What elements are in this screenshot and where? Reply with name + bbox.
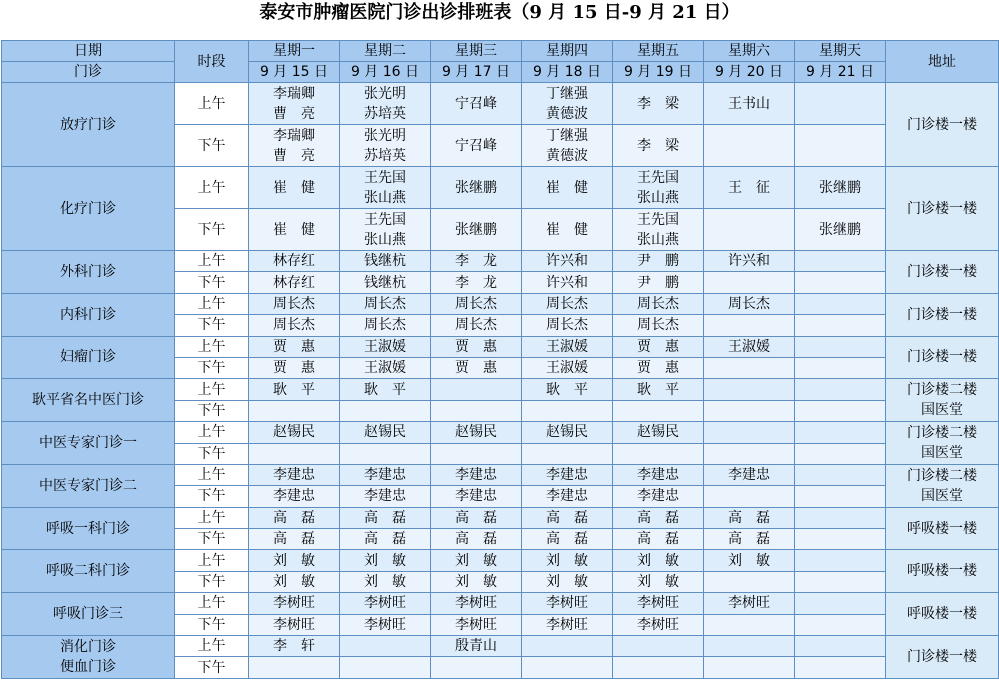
doctor-cell: 崔 健 <box>249 167 340 209</box>
doctor-cell: 王书山 <box>704 83 795 125</box>
slot-label: 上午 <box>175 251 249 272</box>
doctor-cell: 王 征 <box>704 167 795 209</box>
address-cell: 呼吸楼一楼 <box>886 550 999 593</box>
clinic-header: 门诊 <box>2 62 175 83</box>
slot-label: 上午 <box>175 507 249 528</box>
address-cell <box>886 379 999 422</box>
doctor-cell: 李建忠 <box>431 486 522 507</box>
doctor-cell: 殷青山 <box>431 636 522 657</box>
cell-line: 门诊楼二楼 <box>907 425 977 442</box>
doctor-cell: 刘 敏 <box>340 571 431 592</box>
doctor-cell: 王淑媛 <box>340 357 431 378</box>
slot-label: 下午 <box>175 209 249 251</box>
slot-label: 上午 <box>175 167 249 209</box>
doctor-cell <box>522 83 613 125</box>
doctor-cell <box>795 357 886 378</box>
doctor-cell: 高 磊 <box>613 529 704 550</box>
department-name: 呼吸二科门诊 <box>2 550 175 593</box>
doctor-cell: 周长杰 <box>249 293 340 314</box>
doctor-cell: 周长杰 <box>431 293 522 314</box>
doctor-cell: 周长杰 <box>522 293 613 314</box>
slot-label: 上午 <box>175 550 249 571</box>
date-cell: 9 月 19 日 <box>613 62 704 83</box>
doctor-cell: 高 磊 <box>522 529 613 550</box>
doctor-cell <box>704 636 795 657</box>
doctor-cell: 刘 敏 <box>249 571 340 592</box>
date-cell: 9 月 21 日 <box>795 62 886 83</box>
doctor-cell: 李 龙 <box>431 251 522 272</box>
doctor-cell: 贾 惠 <box>249 336 340 357</box>
doctor-cell <box>522 125 613 167</box>
doctor-cell <box>249 657 340 678</box>
doctor-cell <box>522 636 613 657</box>
doctor-cell <box>795 636 886 657</box>
doctor-cell: 崔 健 <box>249 209 340 251</box>
doctor-cell: 贾 惠 <box>431 336 522 357</box>
doctor-cell <box>340 443 431 464</box>
doctor-cell: 刘 敏 <box>431 571 522 592</box>
doctor-cell: 高 磊 <box>613 507 704 528</box>
weekday-header: 星期二 <box>340 41 431 62</box>
page-title: 泰安市肿瘤医院门诊出诊排班表（9 月 15 日-9 月 21 日） <box>259 2 740 23</box>
doctor-cell: 刘 敏 <box>522 571 613 592</box>
table-row <box>2 251 999 272</box>
weekday-header: 星期六 <box>704 41 795 62</box>
doctor-cell: 尹 鹏 <box>613 251 704 272</box>
doctor-cell: 李建忠 <box>613 486 704 507</box>
cell-line: 门诊楼二楼 <box>907 382 977 399</box>
doctor-cell <box>795 400 886 421</box>
department-name: 妇瘤门诊 <box>2 336 175 379</box>
doctor-cell: 林存红 <box>249 251 340 272</box>
doctor-cell: 周长杰 <box>431 315 522 336</box>
doctor-cell: 赵锡民 <box>522 422 613 443</box>
weekday-header: 星期一 <box>249 41 340 62</box>
doctor-cell <box>613 657 704 678</box>
doctor-cell <box>431 657 522 678</box>
cell-line: 消化门诊 <box>60 638 116 655</box>
doctor-cell: 许兴和 <box>704 251 795 272</box>
doctor-cell <box>249 83 340 125</box>
address-cell: 门诊楼一楼 <box>886 83 999 167</box>
slot-label: 下午 <box>175 486 249 507</box>
doctor-cell: 赵锡民 <box>249 422 340 443</box>
doctor-cell <box>795 293 886 314</box>
department-name: 内科门诊 <box>2 293 175 336</box>
doctor-cell <box>704 443 795 464</box>
doctor-cell: 李树旺 <box>340 593 431 614</box>
doctor-cell <box>522 443 613 464</box>
doctor-cell: 高 磊 <box>704 529 795 550</box>
doctor-cell: 李树旺 <box>522 614 613 635</box>
address-cell: 门诊楼一楼 <box>886 336 999 379</box>
doctor-cell <box>340 400 431 421</box>
slot-label: 上午 <box>175 336 249 357</box>
department-name: 呼吸一科门诊 <box>2 507 175 550</box>
doctor-cell: 周长杰 <box>704 293 795 314</box>
slot-label: 下午 <box>175 657 249 678</box>
doctor-cell: 尹 鹏 <box>613 272 704 293</box>
doctor-cell <box>704 571 795 592</box>
date-cell: 9 月 16 日 <box>340 62 431 83</box>
table-row <box>2 507 999 528</box>
cell-line: 王先国 <box>637 169 679 186</box>
doctor-cell <box>340 636 431 657</box>
doctor-cell: 贾 惠 <box>613 336 704 357</box>
doctor-cell: 贾 惠 <box>431 357 522 378</box>
date-cell: 9 月 17 日 <box>431 62 522 83</box>
doctor-cell <box>613 209 704 251</box>
doctor-cell: 刘 敏 <box>522 550 613 571</box>
address-cell <box>886 422 999 465</box>
weekday-header: 星期五 <box>613 41 704 62</box>
table-row <box>2 422 999 443</box>
doctor-cell: 张继鹏 <box>431 209 522 251</box>
doctor-cell <box>795 83 886 125</box>
department-name: 外科门诊 <box>2 251 175 294</box>
doctor-cell <box>795 507 886 528</box>
table-row <box>2 293 999 314</box>
slot-label: 下午 <box>175 571 249 592</box>
doctor-cell: 周长杰 <box>522 315 613 336</box>
doctor-cell <box>249 125 340 167</box>
cell-line: 李瑞卿 <box>273 127 315 144</box>
slot-label: 下午 <box>175 125 249 167</box>
doctor-cell: 李树旺 <box>431 614 522 635</box>
table-row <box>2 83 999 125</box>
cell-line: 李瑞卿 <box>273 85 315 102</box>
doctor-cell: 贾 惠 <box>249 357 340 378</box>
doctor-cell <box>522 657 613 678</box>
slot-label: 上午 <box>175 593 249 614</box>
slot-label: 上午 <box>175 464 249 485</box>
department-name: 呼吸门诊三 <box>2 593 175 636</box>
cell-line: 苏培英 <box>364 147 406 164</box>
doctor-cell <box>340 83 431 125</box>
doctor-cell: 宁召峰 <box>431 83 522 125</box>
doctor-cell: 李 梁 <box>613 83 704 125</box>
table-row <box>2 167 999 209</box>
slot-label: 上午 <box>175 83 249 125</box>
cell-line: 张山燕 <box>364 231 406 248</box>
weekday-header: 星期天 <box>795 41 886 62</box>
doctor-cell <box>613 443 704 464</box>
doctor-cell: 高 磊 <box>340 507 431 528</box>
doctor-cell <box>613 636 704 657</box>
cell-line: 王先国 <box>637 211 679 228</box>
doctor-cell <box>795 614 886 635</box>
department-name: 中医专家门诊二 <box>2 464 175 507</box>
doctor-cell: 李建忠 <box>249 464 340 485</box>
doctor-cell: 周长杰 <box>340 293 431 314</box>
slot-label: 上午 <box>175 422 249 443</box>
doctor-cell: 许兴和 <box>522 251 613 272</box>
doctor-cell <box>704 614 795 635</box>
department-name: 化疗门诊 <box>2 167 175 251</box>
table-row <box>2 636 999 657</box>
doctor-cell <box>795 272 886 293</box>
doctor-cell: 刘 敏 <box>613 571 704 592</box>
doctor-cell: 李建忠 <box>704 464 795 485</box>
cell-line: 国医堂 <box>921 445 963 462</box>
doctor-cell: 崔 健 <box>522 167 613 209</box>
doctor-cell: 耿 平 <box>522 379 613 400</box>
doctor-cell: 高 磊 <box>431 529 522 550</box>
date-cell: 9 月 18 日 <box>522 62 613 83</box>
doctor-cell <box>340 125 431 167</box>
doctor-cell: 周长杰 <box>340 315 431 336</box>
schedule-body <box>2 83 999 679</box>
cell-line: 门诊楼二楼 <box>907 467 977 484</box>
date-header: 日期 <box>2 41 175 62</box>
doctor-cell: 王淑媛 <box>522 357 613 378</box>
doctor-cell: 王淑媛 <box>704 336 795 357</box>
cell-line: 丁继强 <box>546 127 588 144</box>
doctor-cell: 赵锡民 <box>340 422 431 443</box>
cell-line: 国医堂 <box>921 487 963 504</box>
doctor-cell: 刘 敏 <box>613 550 704 571</box>
cell-line: 曹 亮 <box>273 105 315 122</box>
doctor-cell: 刘 敏 <box>431 550 522 571</box>
doctor-cell: 王淑媛 <box>522 336 613 357</box>
doctor-cell <box>795 550 886 571</box>
doctor-cell: 耿 平 <box>613 379 704 400</box>
doctor-cell <box>795 529 886 550</box>
doctor-cell <box>795 379 886 400</box>
doctor-cell <box>704 209 795 251</box>
doctor-cell: 李建忠 <box>340 486 431 507</box>
doctor-cell: 宁召峰 <box>431 125 522 167</box>
schedule-table <box>1 40 999 679</box>
doctor-cell <box>704 357 795 378</box>
doctor-cell <box>340 209 431 251</box>
department-name: 耿平省名中医门诊 <box>2 379 175 422</box>
doctor-cell: 高 磊 <box>431 507 522 528</box>
doctor-cell <box>795 657 886 678</box>
weekday-header: 星期四 <box>522 41 613 62</box>
doctor-cell <box>704 125 795 167</box>
doctor-cell <box>613 400 704 421</box>
doctor-cell <box>704 486 795 507</box>
address-cell: 呼吸楼一楼 <box>886 507 999 550</box>
doctor-cell: 李树旺 <box>522 593 613 614</box>
cell-line: 张山燕 <box>637 189 679 206</box>
cell-line: 曹 亮 <box>273 147 315 164</box>
doctor-cell: 刘 敏 <box>340 550 431 571</box>
doctor-cell: 李 龙 <box>431 272 522 293</box>
doctor-cell <box>340 167 431 209</box>
cell-line: 国医堂 <box>921 402 963 419</box>
doctor-cell <box>795 464 886 485</box>
doctor-cell: 钱继杭 <box>340 272 431 293</box>
doctor-cell: 李树旺 <box>249 593 340 614</box>
doctor-cell: 李建忠 <box>522 486 613 507</box>
cell-line: 黄德波 <box>546 105 588 122</box>
doctor-cell: 李建忠 <box>431 464 522 485</box>
slot-label: 上午 <box>175 293 249 314</box>
department-name: 放疗门诊 <box>2 83 175 167</box>
address-cell: 门诊楼一楼 <box>886 251 999 294</box>
doctor-cell: 许兴和 <box>522 272 613 293</box>
slot-header: 时段 <box>175 41 249 83</box>
doctor-cell: 赵锡民 <box>431 422 522 443</box>
doctor-cell <box>795 336 886 357</box>
doctor-cell: 王淑媛 <box>340 336 431 357</box>
department-name: 中医专家门诊一 <box>2 422 175 465</box>
doctor-cell <box>795 443 886 464</box>
doctor-cell: 赵锡民 <box>613 422 704 443</box>
cell-line: 苏培英 <box>364 105 406 122</box>
cell-line: 张光明 <box>364 127 406 144</box>
department-name <box>2 636 175 679</box>
doctor-cell <box>795 571 886 592</box>
doctor-cell: 高 磊 <box>249 529 340 550</box>
doctor-cell <box>704 422 795 443</box>
doctor-cell <box>613 167 704 209</box>
table-row <box>2 593 999 614</box>
doctor-cell <box>704 272 795 293</box>
doctor-cell: 耿 平 <box>340 379 431 400</box>
address-cell: 门诊楼一楼 <box>886 636 999 679</box>
address-header: 地址 <box>886 41 999 83</box>
doctor-cell: 贾 惠 <box>613 357 704 378</box>
slot-label: 上午 <box>175 379 249 400</box>
slot-label: 下午 <box>175 400 249 421</box>
table-row <box>2 336 999 357</box>
doctor-cell <box>795 593 886 614</box>
slot-label: 下午 <box>175 272 249 293</box>
cell-line: 黄德波 <box>546 147 588 164</box>
doctor-cell: 周长杰 <box>613 315 704 336</box>
cell-line: 丁继强 <box>546 85 588 102</box>
doctor-cell <box>249 400 340 421</box>
doctor-cell <box>704 400 795 421</box>
doctor-cell: 周长杰 <box>613 293 704 314</box>
address-cell: 门诊楼一楼 <box>886 167 999 251</box>
doctor-cell: 高 磊 <box>249 507 340 528</box>
slot-label: 下午 <box>175 443 249 464</box>
doctor-cell: 耿 平 <box>249 379 340 400</box>
doctor-cell <box>431 400 522 421</box>
address-cell <box>886 464 999 507</box>
doctor-cell <box>795 486 886 507</box>
table-row <box>2 379 999 400</box>
doctor-cell: 李建忠 <box>522 464 613 485</box>
doctor-cell <box>340 657 431 678</box>
doctor-cell <box>704 315 795 336</box>
weekday-header: 星期三 <box>431 41 522 62</box>
slot-label: 上午 <box>175 636 249 657</box>
doctor-cell: 李 梁 <box>613 125 704 167</box>
doctor-cell: 李建忠 <box>613 464 704 485</box>
date-cell: 9 月 20 日 <box>704 62 795 83</box>
doctor-cell <box>795 315 886 336</box>
doctor-cell: 张继鹏 <box>795 209 886 251</box>
doctor-cell: 高 磊 <box>704 507 795 528</box>
slot-label: 下午 <box>175 529 249 550</box>
doctor-cell <box>795 422 886 443</box>
doctor-cell: 张继鹏 <box>795 167 886 209</box>
doctor-cell <box>704 657 795 678</box>
doctor-cell: 崔 健 <box>522 209 613 251</box>
table-row <box>2 550 999 571</box>
doctor-cell: 李建忠 <box>340 464 431 485</box>
cell-line: 张山燕 <box>364 189 406 206</box>
doctor-cell: 李树旺 <box>431 593 522 614</box>
slot-label: 下午 <box>175 315 249 336</box>
address-cell: 门诊楼一楼 <box>886 293 999 336</box>
doctor-cell: 钱继杭 <box>340 251 431 272</box>
doctor-cell <box>704 379 795 400</box>
doctor-cell: 李树旺 <box>613 593 704 614</box>
cell-line: 便血门诊 <box>60 658 116 675</box>
doctor-cell: 李树旺 <box>340 614 431 635</box>
doctor-cell: 刘 敏 <box>249 550 340 571</box>
address-cell: 呼吸楼一楼 <box>886 593 999 636</box>
doctor-cell <box>795 125 886 167</box>
doctor-cell: 李树旺 <box>249 614 340 635</box>
doctor-cell: 张继鹏 <box>431 167 522 209</box>
date-cell: 9 月 15 日 <box>249 62 340 83</box>
doctor-cell: 林存红 <box>249 272 340 293</box>
table-row <box>2 464 999 485</box>
doctor-cell: 李 轩 <box>249 636 340 657</box>
doctor-cell: 高 磊 <box>522 507 613 528</box>
doctor-cell <box>431 443 522 464</box>
doctor-cell: 李建忠 <box>249 486 340 507</box>
slot-label: 下午 <box>175 614 249 635</box>
cell-line: 王先国 <box>364 211 406 228</box>
doctor-cell <box>795 251 886 272</box>
doctor-cell <box>249 443 340 464</box>
cell-line: 张山燕 <box>637 231 679 248</box>
doctor-cell: 李树旺 <box>613 614 704 635</box>
slot-label: 下午 <box>175 357 249 378</box>
cell-line: 张光明 <box>364 85 406 102</box>
doctor-cell: 周长杰 <box>249 315 340 336</box>
cell-line: 王先国 <box>364 169 406 186</box>
doctor-cell: 李树旺 <box>704 593 795 614</box>
doctor-cell <box>431 379 522 400</box>
doctor-cell: 刘 敏 <box>704 550 795 571</box>
doctor-cell: 高 磊 <box>340 529 431 550</box>
doctor-cell <box>522 400 613 421</box>
